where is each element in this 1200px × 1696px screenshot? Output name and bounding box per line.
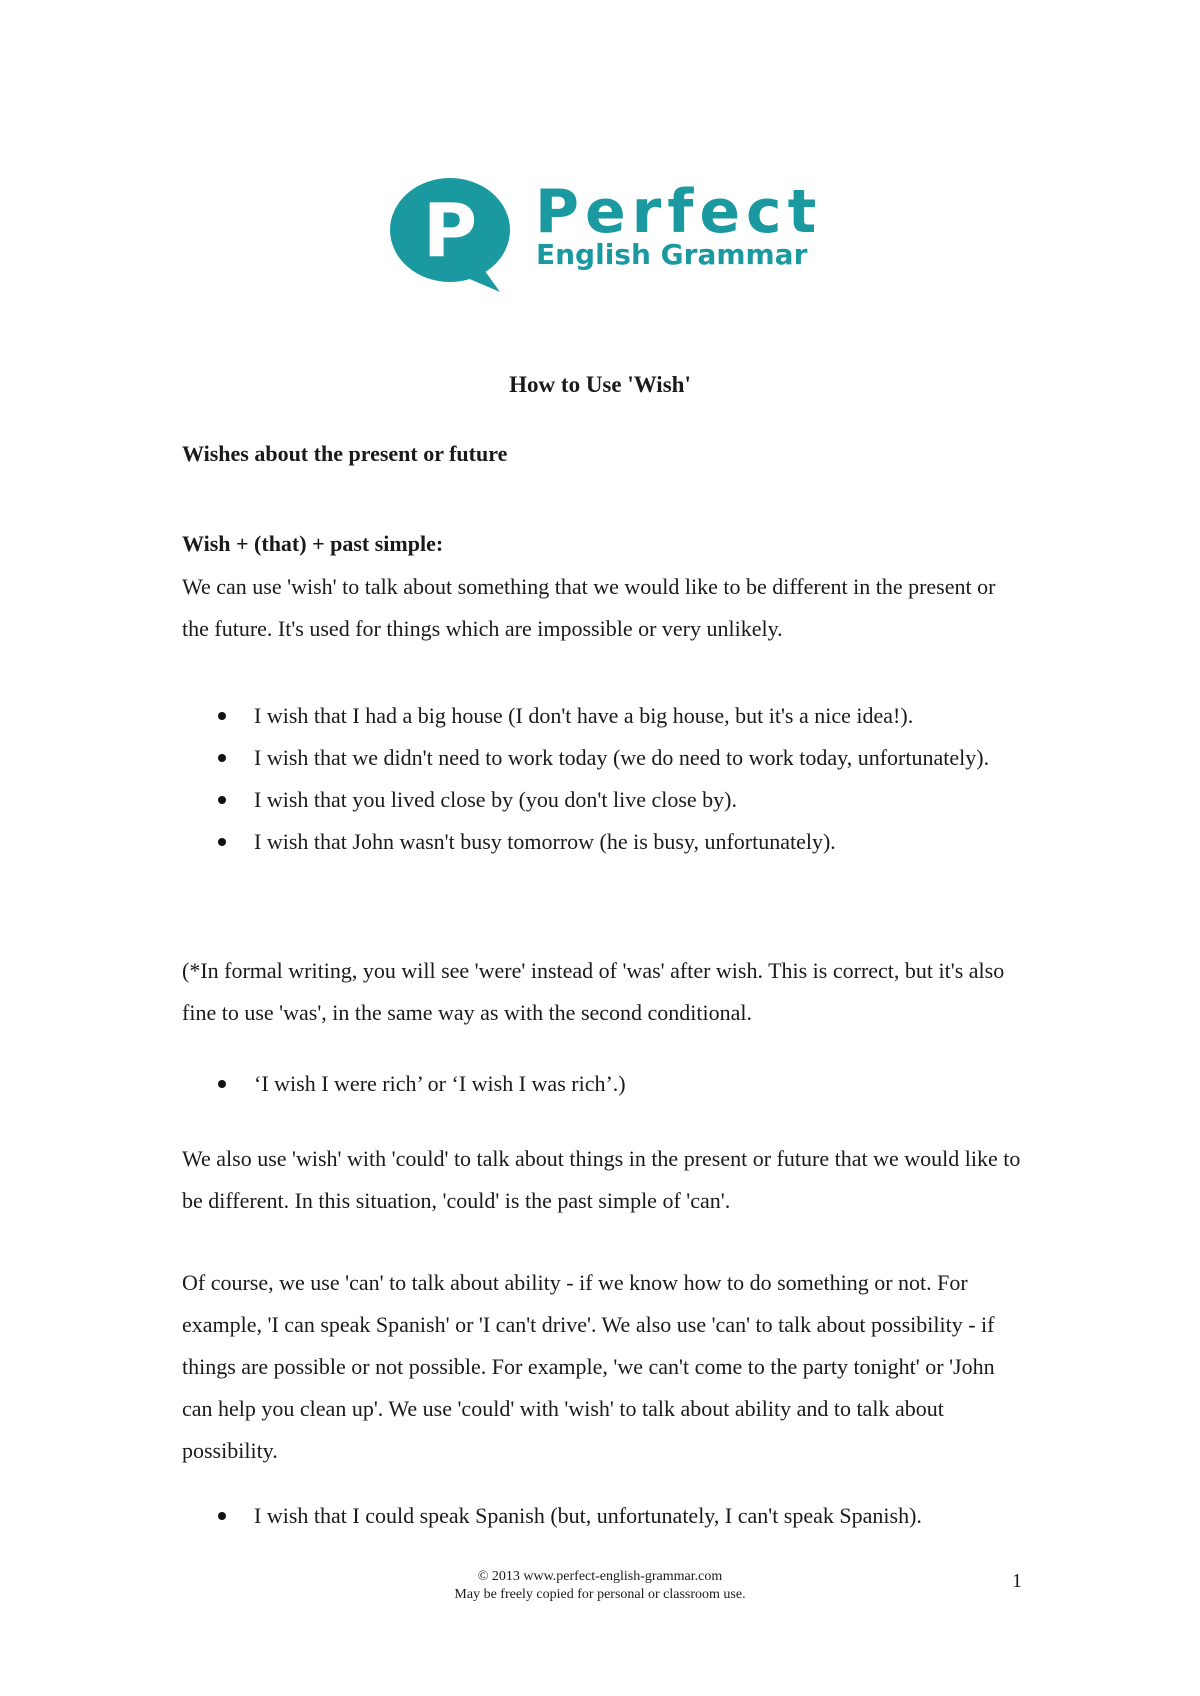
footer-copyright: © 2013 www.perfect-english-grammar.com (477, 1569, 723, 1584)
could-paragraph: We also use 'wish' with 'could' to talk about things in the present or future that we would like to be different. In this situation, 'could' is the past simple of 'can'. (182, 1146, 1021, 1213)
examples-list-present (182, 695, 1024, 863)
list-item: I wish that I had a big house (I don't have a big house, but it's a nice idea!). (182, 695, 1024, 737)
speech-bubble-icon (388, 178, 538, 296)
logo-subtitle: English Grammar (536, 238, 808, 271)
svg-text:P: P (422, 188, 478, 274)
ability-paragraph: Of course, we use 'can' to talk about ability - if we know how to do something or not. For example, 'I can speak Spanish' or 'I can't drive'. We also use 'can' to talk about possibility - if things are possible or not possible. For example, 'we can't come to the party tonight' or 'John can help you clean up'. We use 'could' with 'wish' to talk about ability and to talk about possibility. (182, 1270, 995, 1463)
page-title: How to Use 'Wish' (509, 372, 691, 397)
footer-license: May be freely copied for personal or classroom use. (454, 1587, 746, 1602)
list-item: ‘I wish I were rich’ or ‘I wish I was rich’.) (182, 1063, 1024, 1105)
brand-logo (388, 178, 848, 296)
rule-heading: Wish + (that) + past simple: (182, 531, 444, 556)
section-heading: Wishes about the present or future (182, 441, 508, 466)
formal-note-paragraph: (*In formal writing, you will see 'were' instead of 'was' after wish. This is correct, but it's also fine to use 'was', in the same way as with the second conditional. (182, 958, 1005, 1025)
list-item: I wish that we didn't need to work today (we do need to work today, unfortunately). (182, 737, 1024, 779)
examples-list-ability (182, 1495, 1024, 1537)
examples-list-formal (182, 1063, 1024, 1105)
list-item: I wish that you lived close by (you don't live close by). (182, 779, 1024, 821)
intro-paragraph: We can use 'wish' to talk about something that we would like to be different in the present or the future. It's used for things which are impossible or very unlikely. (182, 574, 996, 641)
list-item: I wish that I could speak Spanish (but, unfortunately, I can't speak Spanish). (182, 1495, 1024, 1537)
list-item: I wish that John wasn't busy tomorrow (he is busy, unfortunately). (182, 821, 1024, 863)
logo-wordmark: Perfect (535, 177, 823, 247)
page-number: 1 (1012, 1570, 1022, 1592)
